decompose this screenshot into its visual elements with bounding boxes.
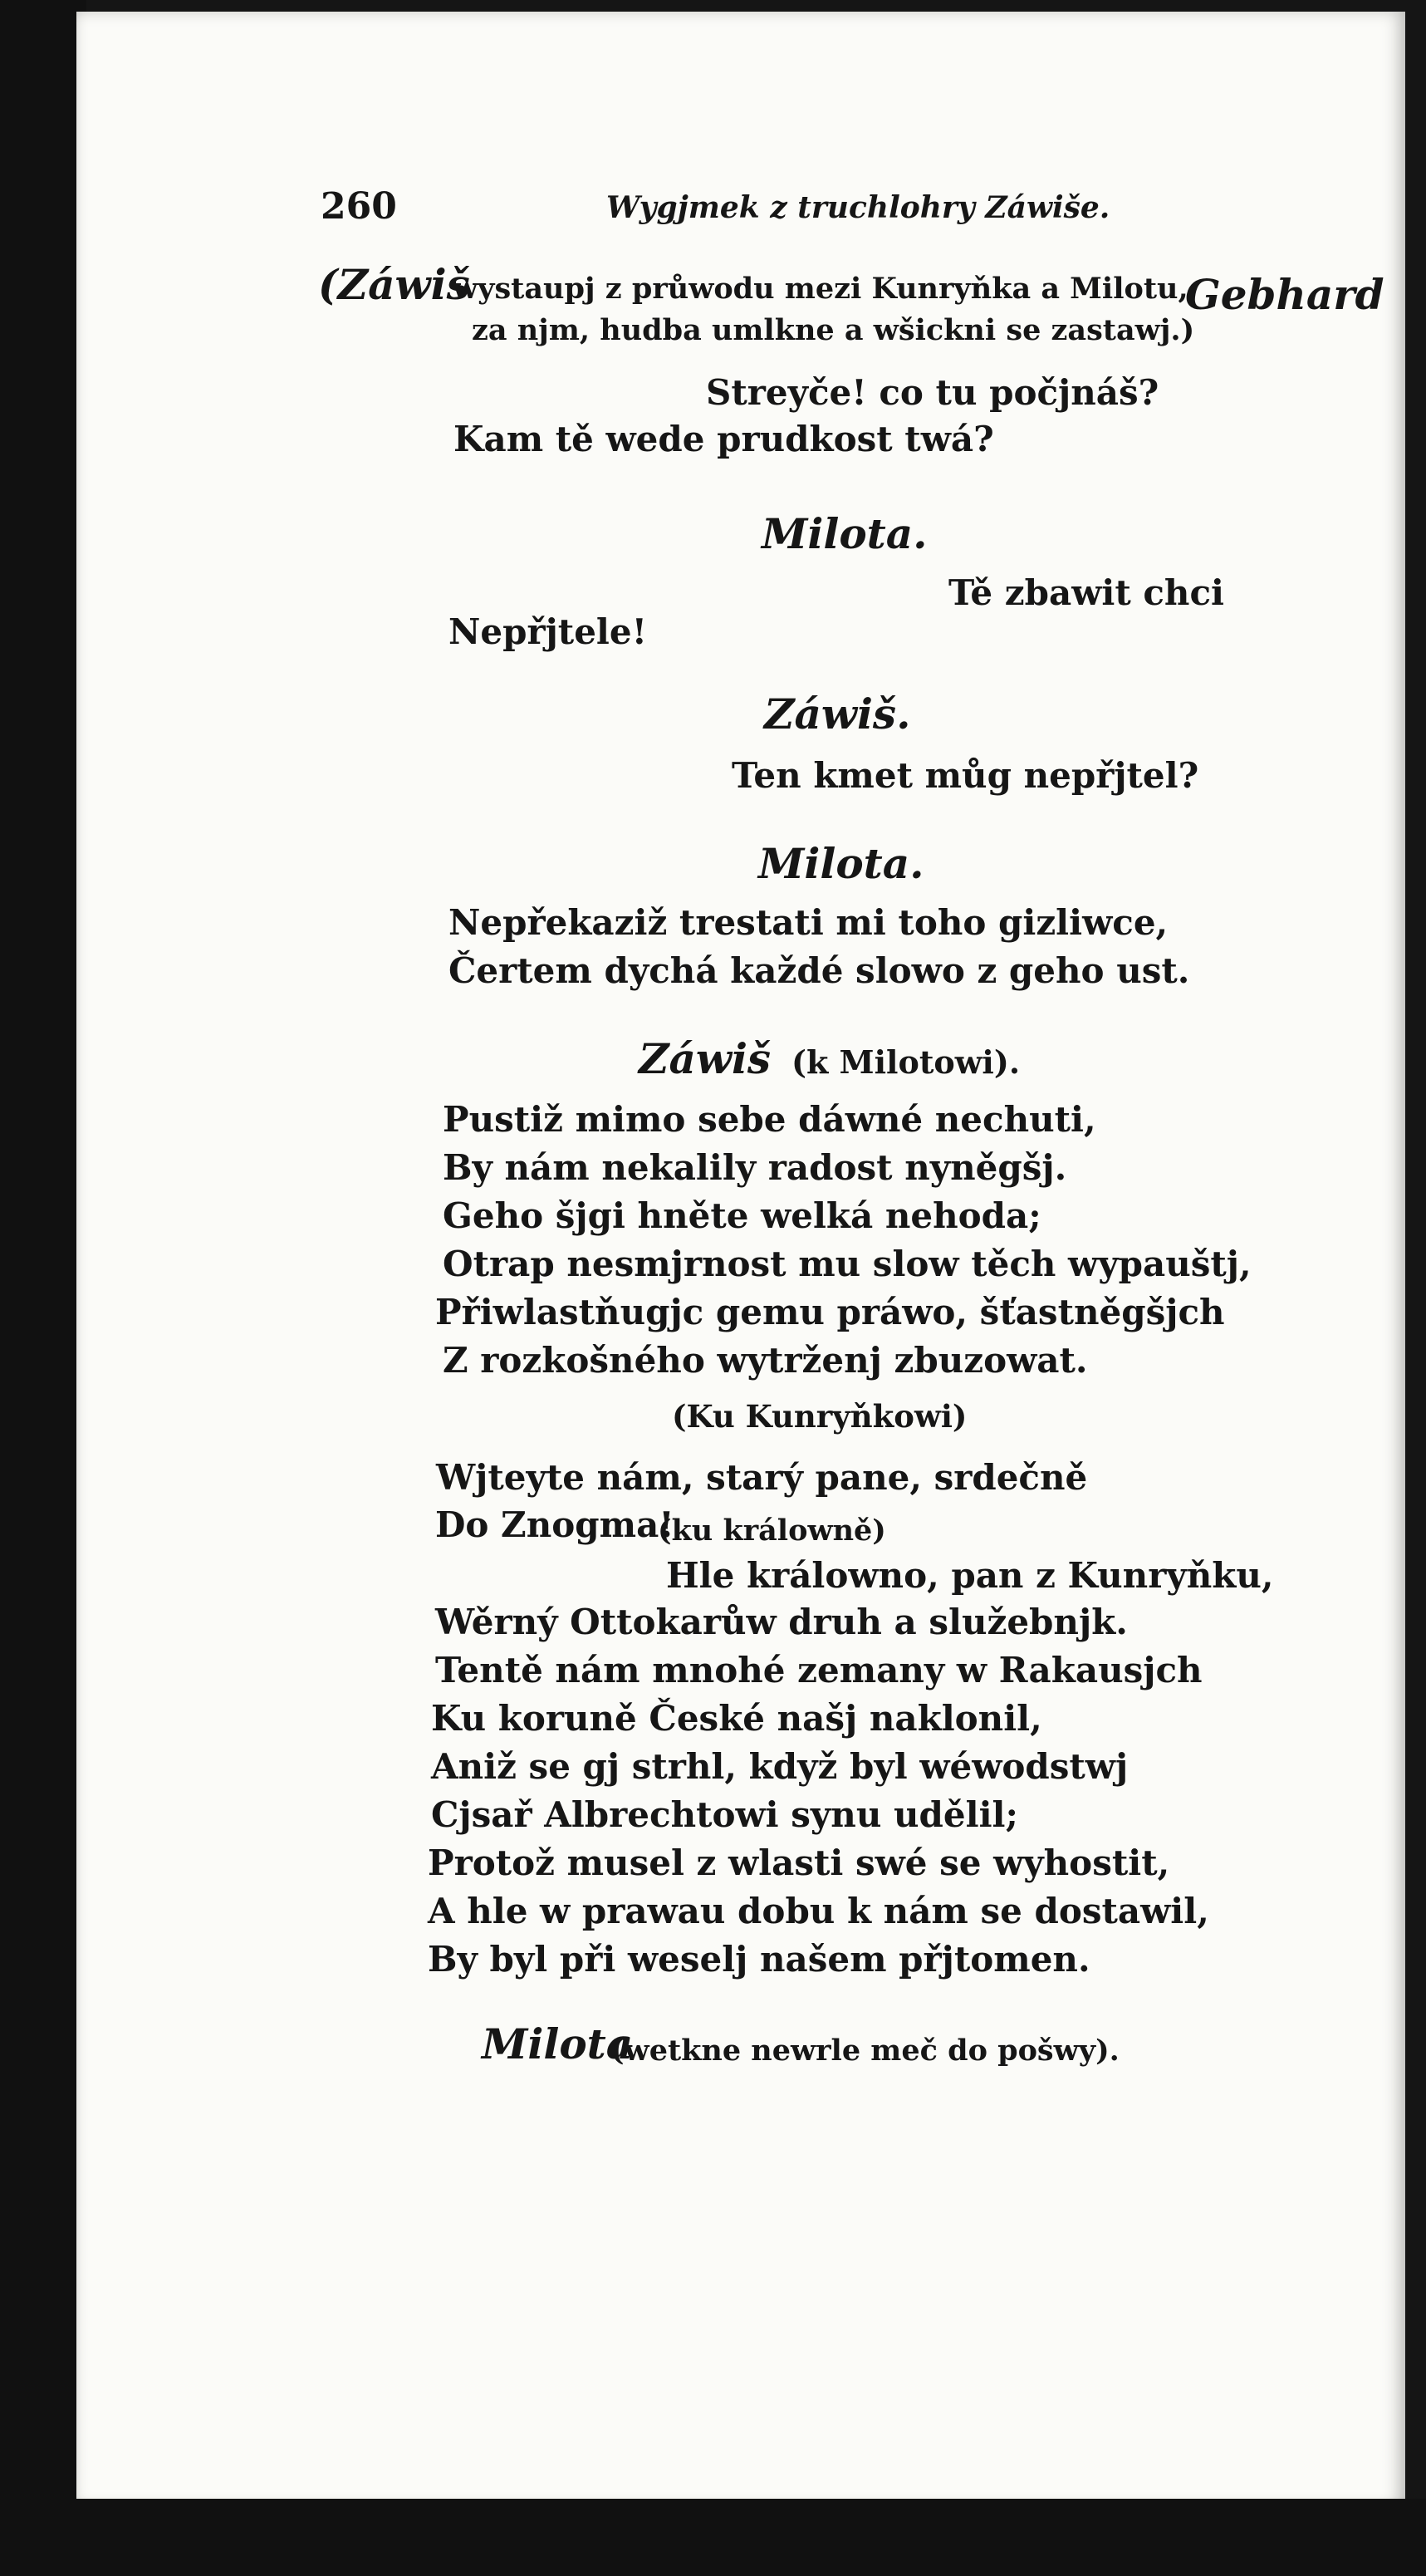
verse-line: Kam tě wede prudkost twá? <box>453 419 994 459</box>
verse-line: By nám nekalily radost nyněgšj. <box>443 1147 1067 1188</box>
running-header: Wygjmek z truchlohry Záwiše. <box>606 190 1110 225</box>
stage-direction-speaker: Gebhard <box>1185 270 1384 319</box>
verse-line: Pustiž mimo sebe dáwné nechuti, <box>443 1099 1096 1140</box>
verse-line: Streyče! co tu počjnáš? <box>706 372 1159 413</box>
verse-line: Protož musel z wlasti swé se wyhostit, <box>428 1842 1170 1883</box>
speaker-name: Milota. <box>758 839 924 888</box>
verse-line: Přiwlastňugjc gemu práwo, šťastněgšjch <box>435 1292 1225 1332</box>
verse-line: Tě zbawit chci <box>948 572 1224 613</box>
verse-line: Tentě nám mnohé zemany w Rakausjch <box>435 1650 1203 1690</box>
verse-line: Cjsař Albrechtowi synu udělil; <box>431 1794 1018 1835</box>
verse-line: Do Znogma! <box>435 1504 674 1545</box>
verse-line: Wěrný Ottokarůw druh a služebnjk. <box>435 1602 1128 1642</box>
stage-direction: (Ku Kunryňkowi) <box>672 1398 968 1435</box>
verse-line: Wjteyte nám, starý pane, srdečně <box>436 1457 1088 1498</box>
stage-direction: za njm, hudba umlkne a wšickni se zastawj.) <box>472 313 1195 347</box>
verse-line: By byl při weselj našem přjtomen. <box>428 1939 1090 1980</box>
verse-line: Ku koruně České našj naklonil, <box>431 1698 1042 1739</box>
verse-line: Otrap nesmjrnost mu slow těch wypauštj, <box>443 1244 1252 1284</box>
speaker-name: Milota. <box>762 509 928 558</box>
verse-line: Aniž se gj strhl, když byl wéwodstwj <box>431 1746 1129 1787</box>
speaker-name: Záwiš <box>639 1034 772 1083</box>
stage-direction-speaker: (Záwiš <box>318 260 470 309</box>
verse-line: Nepřjtele! <box>448 611 648 652</box>
verse-line: Geho šjgi hněte welká nehoda; <box>443 1195 1041 1236</box>
stage-direction: (k Milotowi). <box>791 1043 1021 1081</box>
verse-line: Ten kmet můg nepřjtel? <box>732 755 1199 796</box>
verse-line: Z rozkošného wytrženj zbuzowat. <box>443 1340 1088 1381</box>
stage-direction: (wetkne newrle meč do pošwy). <box>610 2034 1120 2068</box>
verse-line: Hle králowno, pan z Kunryňku, <box>666 1555 1274 1596</box>
verse-line: A hle w prawau dobu k nám se dostawil, <box>428 1891 1209 1931</box>
speaker-name: Milota <box>482 2019 634 2068</box>
page-number: 260 <box>321 185 397 228</box>
stage-direction: wystaupj z průwodu mezi Kunryňka a Milotu, <box>453 272 1188 306</box>
verse-line: Nepřekaziž trestati mi toho gizliwce, <box>448 902 1169 943</box>
verse-line: Čertem dychá každé slowo z geho ust. <box>448 950 1190 991</box>
scan-edge-bottom <box>0 2499 1426 2576</box>
scan-edge-left <box>0 0 86 2576</box>
speaker-name: Záwiš. <box>764 689 911 738</box>
stage-direction: (ku králowně) <box>658 1514 886 1548</box>
